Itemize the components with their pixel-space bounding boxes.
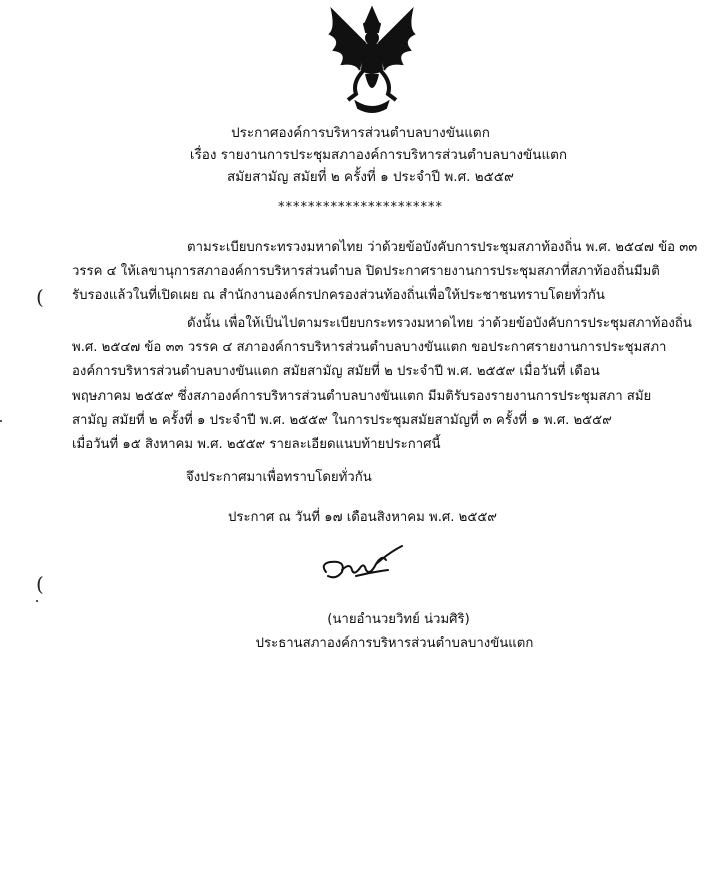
signer-name: (นายอำนวยวิทย์ น่วมศิริ) — [327, 612, 470, 627]
handwritten-signature-icon — [316, 542, 408, 588]
paragraph-line: เมื่อวันที่ ๑๕ สิงหาคม พ.ศ. ๒๕๕๙ รายละเอียดแนบท้ายประกาศนี้ — [72, 437, 441, 453]
paragraph-line: พ.ศ. ๒๕๔๗ ข้อ ๓๓ วรรค ๔ สภาองค์การบริหารส่วนตำบลบางขันแตก ขอประกาศรายงานการประชุมสภา — [72, 340, 667, 356]
scan-edge-mark — [36, 600, 38, 602]
star-separator: ********************** — [278, 200, 443, 215]
session-info: สมัยสามัญ สมัยที่ ๒ ครั้งที่ ๑ ประจำปี พ.ศ. ๒๕๕๙ — [227, 169, 514, 185]
paragraph-regulation — [72, 236, 698, 309]
paragraph-line: สามัญ สมัยที่ ๒ ครั้งที่ ๑ ประจำปี พ.ศ. ๒๕๕๙ ในการประชุมสมัยสามัญที่ ๓ ครั้งที่ ๑ พ.ศ. ๒๕๕๙ — [72, 412, 612, 428]
paragraph-line: พฤษภาคม ๒๕๕๙ ซึ่งสภาองค์การบริหารส่วนตำบลบางขันแตก มีมติรับรองรายงานการประชุมสภา สมัย — [72, 388, 652, 404]
closing-statement: จึงประกาศมาเพื่อทราบโดยทั่วกัน — [186, 470, 372, 485]
scan-edge-mark — [0, 420, 2, 422]
paragraph-line: รับรองแล้วในที่เปิดเผย ณ สำนักงานองค์กรปกครองส่วนท้องถิ่นเพื่อให้ประชาชนทราบโดยทั่วกัน — [72, 288, 605, 304]
paragraph-line: ตามระเบียบกระทรวงมหาดไทย ว่าด้วยข้อบังคับการประชุมสภาท้องถิ่น พ.ศ. ๒๕๔๗ ข้อ ๓๓ — [187, 240, 698, 255]
paragraph-announcement — [72, 312, 692, 457]
garuda-emblem-icon — [326, 4, 418, 116]
signer-position: ประธานสภาองค์การบริหารส่วนตำบลบางขันแตก — [255, 636, 534, 651]
paragraph-line: ดังนั้น เพื่อให้เป็นไปตามระเบียบกระทรวงมหาดไทย ว่าด้วยข้อบังคับการประชุมสภาท้องถิ่น — [187, 316, 692, 331]
margin-punch-mark: ( — [36, 572, 44, 596]
paragraph-line: องค์การบริหารส่วนตำบลบางขันแตก สมัยสามัญ สมัยที่ ๒ ประจำปี พ.ศ. ๒๕๕๙ เมื่อวันที่ เดือน — [72, 364, 600, 380]
announcement-date: ประกาศ ณ วันที่ ๑๗ เดือนสิงหาคม พ.ศ. ๒๕๕๙ — [228, 510, 497, 525]
margin-punch-mark: ( — [36, 285, 44, 309]
announcement-subject: เรื่อง รายงานการประชุมสภาองค์การบริหารส่วนตำบลบางขันแตก — [189, 147, 568, 163]
paragraph-line: วรรค ๔ ให้เลขานุการสภาองค์การบริหารส่วนตำบล ปิดประกาศรายงานการประชุมสภาที่สภาท้องถิ่นมีมติ — [72, 264, 660, 280]
announcement-title: ประกาศองค์การบริหารส่วนตำบลบางขันแตก — [231, 125, 490, 141]
